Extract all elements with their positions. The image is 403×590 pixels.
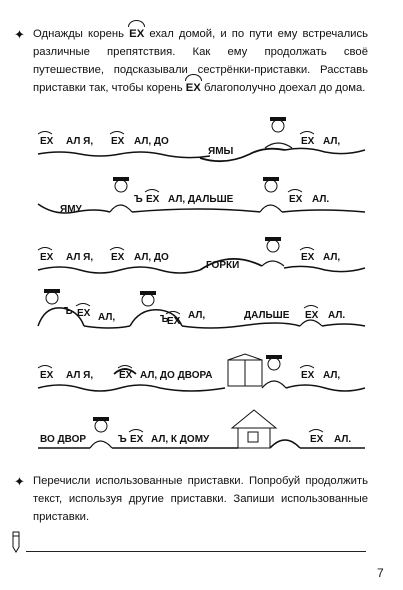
- root-label: ЕХ: [301, 370, 315, 381]
- word-part: АЛ,: [98, 312, 116, 323]
- root-label: ЕХ: [305, 310, 319, 321]
- word-part: ЯМУ: [60, 204, 82, 215]
- word-part: АЛ, ДО ДВОРА: [140, 370, 213, 381]
- exercise-row-4: [0, 286, 403, 342]
- star-bullet-icon: ✦: [14, 27, 25, 42]
- word-part: ДАЛЬШЕ: [244, 310, 290, 321]
- root-mark: ЕХ: [186, 79, 201, 97]
- word-part: АЛ Я,: [66, 370, 94, 381]
- word-part: АЛ,: [323, 252, 341, 263]
- root-label: ЕХ: [40, 252, 54, 263]
- root-label: ЕХ: [111, 136, 125, 147]
- page-number: 7: [377, 566, 384, 580]
- word-part: АЛ.: [334, 434, 352, 445]
- word-part: АЛ, ДО: [134, 136, 169, 147]
- task-2-text: Перечисли использованные приставки. Попробуй продолжить текст, используя другие приставки. Запиши использованные приставки.: [33, 475, 368, 523]
- word-part: АЛ Я,: [66, 252, 94, 263]
- root-label: ЕХ: [301, 136, 315, 147]
- word-part: АЛ, ДО: [134, 252, 169, 263]
- word-part: АЛ,: [323, 370, 341, 381]
- hard-sign: Ъ: [134, 194, 143, 205]
- exercise-row-1: [0, 112, 403, 172]
- root-label: ЕХ: [289, 194, 303, 205]
- root-label: ЕХ: [301, 252, 315, 263]
- task-1-text: Однажды корень ЕХ ехал домой, и по пути ему встречались различные препятствия. Как ему продолжать своё путешествие, подсказывали сестрёнки-приставки. Расставь приставки так, чтобы корень ЕХ благополучно доехал до дома.: [33, 25, 368, 97]
- exercise-row-3: [0, 232, 403, 284]
- word-part: АЛ, К ДОМУ: [151, 434, 210, 445]
- root-label: ЕХ: [77, 308, 91, 319]
- hard-sign: Ъ: [64, 306, 73, 317]
- root-label: ЕХ: [167, 316, 181, 327]
- exercise-row-2: [0, 172, 403, 224]
- word-part: АЛ.: [328, 310, 346, 321]
- hard-sign: Ъ: [160, 314, 169, 325]
- root-label: ЕХ: [130, 434, 144, 445]
- word-part: АЛ, ДАЛЬШЕ: [168, 194, 234, 205]
- word-part: АЛ,: [188, 310, 206, 321]
- star-bullet-icon: ✦: [14, 474, 25, 489]
- word-part: ЯМЫ: [208, 146, 234, 157]
- exercise-row-6: [0, 404, 403, 456]
- root-label: ЕХ: [40, 136, 54, 147]
- pencil-icon: [10, 530, 22, 554]
- word-part: АЛ.: [312, 194, 330, 205]
- root-mark: ЕХ: [129, 25, 144, 43]
- root-label: ЕХ: [310, 434, 324, 445]
- root-label: ЕХ: [119, 370, 133, 381]
- exercise-row-5: [0, 352, 403, 402]
- word-part: АЛ,: [323, 136, 341, 147]
- root-label: ЕХ: [146, 194, 160, 205]
- root-label: ЕХ: [40, 370, 54, 381]
- root-label: ЕХ: [111, 252, 125, 263]
- word-part: ГОРКИ: [206, 260, 240, 271]
- hard-sign: Ъ: [118, 434, 127, 445]
- word-part: АЛ Я,: [66, 136, 94, 147]
- answer-line[interactable]: [26, 551, 366, 552]
- word-part: ВО ДВОР: [40, 434, 87, 445]
